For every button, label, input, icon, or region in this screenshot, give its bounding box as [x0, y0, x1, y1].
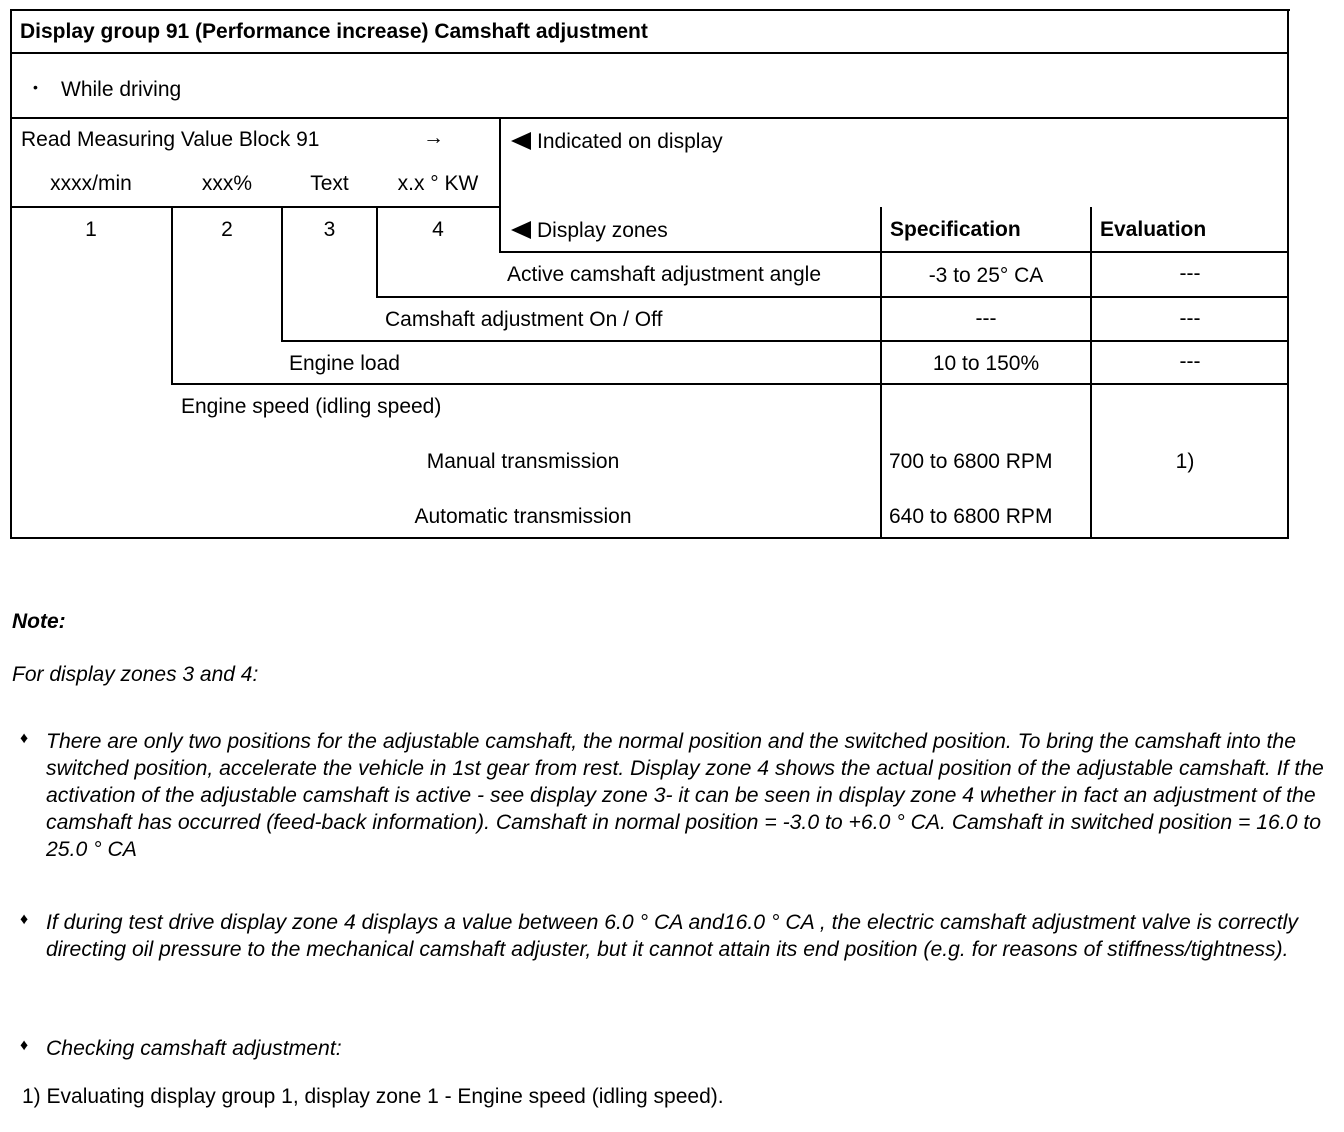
condition-text: While driving — [61, 78, 182, 101]
zone-3-bracket-bottom — [281, 340, 1289, 342]
pointer-left-icon — [511, 132, 531, 150]
read-block-label: Read Measuring Value Block 91 — [21, 128, 320, 151]
zone-number-3: 3 — [323, 218, 336, 241]
title-divider — [10, 52, 1289, 54]
row-label-zone-1: Engine speed (idling speed) — [181, 395, 442, 418]
row-sub-label-manual: Manual transmission — [426, 450, 620, 473]
table-title: Display group 91 (Performance increase) Camshaft adjustment — [20, 20, 648, 43]
header-block-divider — [10, 206, 501, 208]
note-item-3: Checking camshaft adjustment: — [46, 1037, 342, 1060]
zone-number-1: 1 — [85, 218, 97, 241]
diamond-bullet-icon: ♦ — [20, 911, 29, 928]
display-zones-divider — [499, 251, 1289, 253]
display-divider — [499, 117, 501, 253]
row-spec-zone-4: -3 to 25° CA — [928, 264, 1044, 287]
note-intro: For display zones 3 and 4: — [12, 663, 259, 686]
footnote: 1) Evaluating display group 1, display zone 1 - Engine speed (idling speed). — [22, 1085, 724, 1108]
indicated-on-display — [511, 130, 723, 154]
row-sub-label-automatic: Automatic transmission — [414, 505, 632, 528]
row-eval-zone-3: --- — [1179, 307, 1201, 330]
format-zone-2: xxx% — [201, 172, 253, 195]
row-eval-zone-2: --- — [1179, 350, 1201, 373]
note-item-1: There are only two positions for the adjustable camshaft, the normal position and the switched position. To bring the camshaft into the switched position, accelerate the vehicle in 1st gear from rest. Display zone 4 shows the actual position of the adjustable camshaft. If the activation of the adjustable camshaft is active - see display zone 3- it can be seen in display zone 4 whether in fact an adjustment of the camshaft has occurred (feed-back information). Camshaft in normal position = -3.0 to +6.0 ° CA. Camshaft in switched position = 16.0 to 25.0 ° CA — [46, 730, 1324, 861]
table-border-bottom — [10, 537, 1289, 539]
indicated-on-display-label: Indicated on display — [537, 130, 723, 153]
note-item-2: If during test drive display zone 4 displays a value between 6.0 ° CA and16.0 ° CA , the electric camshaft adjustment valve is correctly directing oil pressure to the mechanical camshaft adjuster, but it cannot attain its end position (e.g. for reasons of stiffness/tightness). — [46, 911, 1298, 961]
zone-number-4: 4 — [432, 218, 444, 241]
zone-2-bracket-bottom — [171, 383, 1289, 385]
row-spec-zone-3: --- — [975, 307, 997, 330]
row-eval-zone-4: --- — [1179, 262, 1201, 285]
diamond-bullet-icon: ♦ — [20, 1037, 29, 1054]
row-label-zone-4: Active camshaft adjustment angle — [507, 263, 821, 286]
note-heading: Note: — [12, 610, 66, 633]
format-zone-1: xxxx/min — [50, 172, 132, 195]
row-spec-automatic: 640 to 6800 RPM — [889, 505, 1053, 528]
table-border-left — [10, 9, 12, 539]
specification-header: Specification — [890, 218, 1021, 241]
bullet-icon: • — [33, 79, 38, 95]
row-label-zone-3: Camshaft adjustment On / Off — [385, 308, 663, 331]
evaluation-header: Evaluation — [1100, 218, 1207, 241]
row-spec-manual: 700 to 6800 RPM — [889, 450, 1053, 473]
display-zones-header — [511, 219, 668, 243]
diamond-bullet-icon: ♦ — [20, 730, 29, 747]
row-spec-zone-2: 10 to 150% — [932, 352, 1040, 375]
zone-4-bracket-bottom — [376, 296, 1289, 298]
format-zone-3: Text — [310, 172, 349, 195]
arrow-right-icon: → — [423, 126, 444, 149]
table-border-top — [10, 9, 1290, 11]
row-eval-zone-1: 1) — [1175, 450, 1195, 473]
zone-number-2: 2 — [221, 218, 233, 241]
format-zone-4: x.x ° KW — [397, 172, 479, 195]
condition-divider — [10, 117, 1289, 119]
row-label-zone-2: Engine load — [289, 352, 400, 375]
display-zones-label: Display zones — [537, 219, 668, 242]
pointer-left-icon — [511, 221, 531, 239]
